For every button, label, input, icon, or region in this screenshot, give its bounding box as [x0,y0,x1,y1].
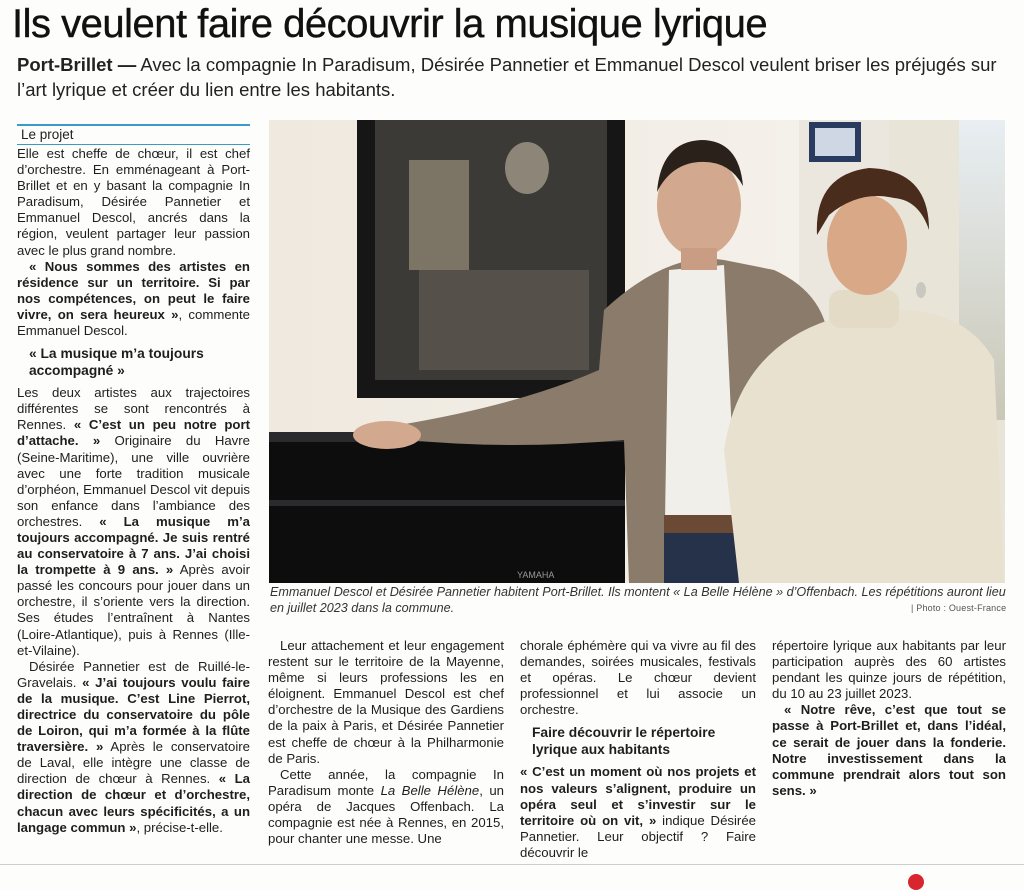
photo-illustration [269,120,1005,583]
col1-p3-text-c: Après avoir passé les concours pour jouer dans un orchestre, il s’oriente vers la direction. Ses études l’entraînent à Nantes (Loire-Atlantique), puis à Rennes (Ille-et-Vilaine). [17,562,250,658]
col1-paragraph-3 [17,385,250,659]
col1-p4-text-c: , précise-t-elle. [136,819,223,835]
col1-p4-quote-1: « J’ai toujours voulu faire de la musique. C’est Line Pierrot, directrice du conservatoire du pôle de Loiron, qui m’a formée à la flûte traversière. » [17,674,250,755]
col4-quote: « Notre rêve, c’est que tout se passe à Port-Brillet et, dans l’idéal, ce serait de jouer dans la fonderie. Notre investissement dans la commune prendrait alors tout son sens. » [772,702,1006,798]
col1-p3-text-b: Originaire du Havre (Seine-Maritime), une ville ouvrière avec une forte tradition musicale d’orphéon, Emmanuel Descol vit depuis son enfance dans l’ambiance des orchestres. [17,433,250,529]
col1-paragraph-2 [17,259,250,339]
page-corner-dot [908,874,924,890]
col4-paragraph-2 [772,702,1006,799]
col4-paragraph-1: répertoire lyrique aux habitants par leur participation auprès des 60 artistes pendant les quinze jours de répétition, du 10 au 23 juillet 2023. [772,638,1006,702]
article-photo [269,120,1005,583]
page-bottom-divider [0,864,1024,865]
article-column-2 [268,638,504,847]
col3-quote-tail: indique Désirée Pannetier. Leur objectif ? Faire découvrir le [520,812,756,860]
standfirst-place: Port-Brillet — [17,54,137,75]
col1-quote: « Nous sommes des artistes en résidence sur un territoire. Si par nos compétences, on peut le faire vivre, on sera heureux » [17,258,250,322]
standfirst-text: Avec la compagnie In Paradisum, Désirée Pannetier et Emmanuel Descol veulent briser les préjugés sur l’art lyrique et créer du lien entre les habitants. [17,54,997,100]
col1-p3-quote-1: « C’est un peu notre port d’attache. » [17,417,250,449]
col1-p3-quote-2: « La musique m’a toujours accompagné. Je suis rentré au conservatoire à 7 ans. J’ai choisi la trompette à 9 ans. » [17,513,250,578]
col2-p2-text-b: , un opéra de Jacques Offenbach. La compagnie est née à Rennes, en 2015, pour chanter une messe. Une [268,782,504,847]
section-label: Le projet [17,124,250,145]
col1-p3-text-a: Les deux artistes aux trajectoires différentes se sont rencontrés à Rennes. [17,385,250,433]
col1-paragraph-1: Elle est cheffe de chœur, il est chef d’orchestre. En emménageant à Port-Brillet et en y basant la compagnie In Paradisum, Désirée Pannetier et Emmanuel Descol, ancrés dans la région, veulent partager leur passion avec le plus grand nombre. [17,146,250,258]
col2-opera-title: La Belle Hélène [380,782,480,798]
piano-brand: YAMAHA [517,570,555,580]
article-column-4 [772,638,1006,799]
col1-p4-text-a: Désirée Pannetier est de Ruillé-le-Gravelais. [17,658,250,690]
col1-paragraph-4 [17,659,250,836]
col2-p2-text-a: Cette année, la compagnie In Paradisum monte [268,766,504,798]
article-headline: Ils veulent faire découvrir la musique lyrique [12,2,768,46]
photo-credit: | Photo : Ouest-France [911,603,1007,613]
col3-paragraph-1: chorale éphémère qui va vivre au fil des demandes, soirées musicales, festivals et opéras. Le chœur devient professionnel et lui associe un orchestre. [520,638,756,718]
col2-paragraph-1: Leur attachement et leur engagement restent sur le territoire de la Mayenne, même si leurs professions les en éloignent. Emmanuel Descol est chef d’orchestre de la Musique des Gardiens de la paix à Paris, et Désirée Pannetier est cheffe de chœur à la Philharmonie de Paris. [268,638,504,766]
article-column-1 [17,146,250,836]
col1-subhead: « La musique m’a toujours accompagné » [29,346,204,379]
col3-paragraph-2 [520,764,756,861]
col3-quote: « C’est un moment où nos projets et nos valeurs s’alignent, produire un opéra seul et s’investir sur le territoire où on vit, » [520,764,756,828]
article-standfirst [17,52,1007,102]
col1-quote-tail: , commente Emmanuel Descol. [17,306,250,339]
col1-p4-quote-2: « La direction de chœur et d’orchestre, chacun avec leurs spécificités, a un langage commun » [17,771,251,835]
photo-caption: Emmanuel Descol et Désirée Pannetier habitent Port-Brillet. Ils montent « La Belle Hélène » d’Offenbach. Les répétitions auront lieu en juillet 2023 dans la commune. [270,585,1006,615]
col1-p4-text-b: Après le conservatoire de Laval, elle intègre une classe de direction de chœur à Rennes. [17,739,250,787]
article-column-3 [520,638,756,861]
col3-subhead: Faire découvrir le répertoire lyrique aux habitants [532,725,716,758]
col2-paragraph-2 [268,767,504,847]
